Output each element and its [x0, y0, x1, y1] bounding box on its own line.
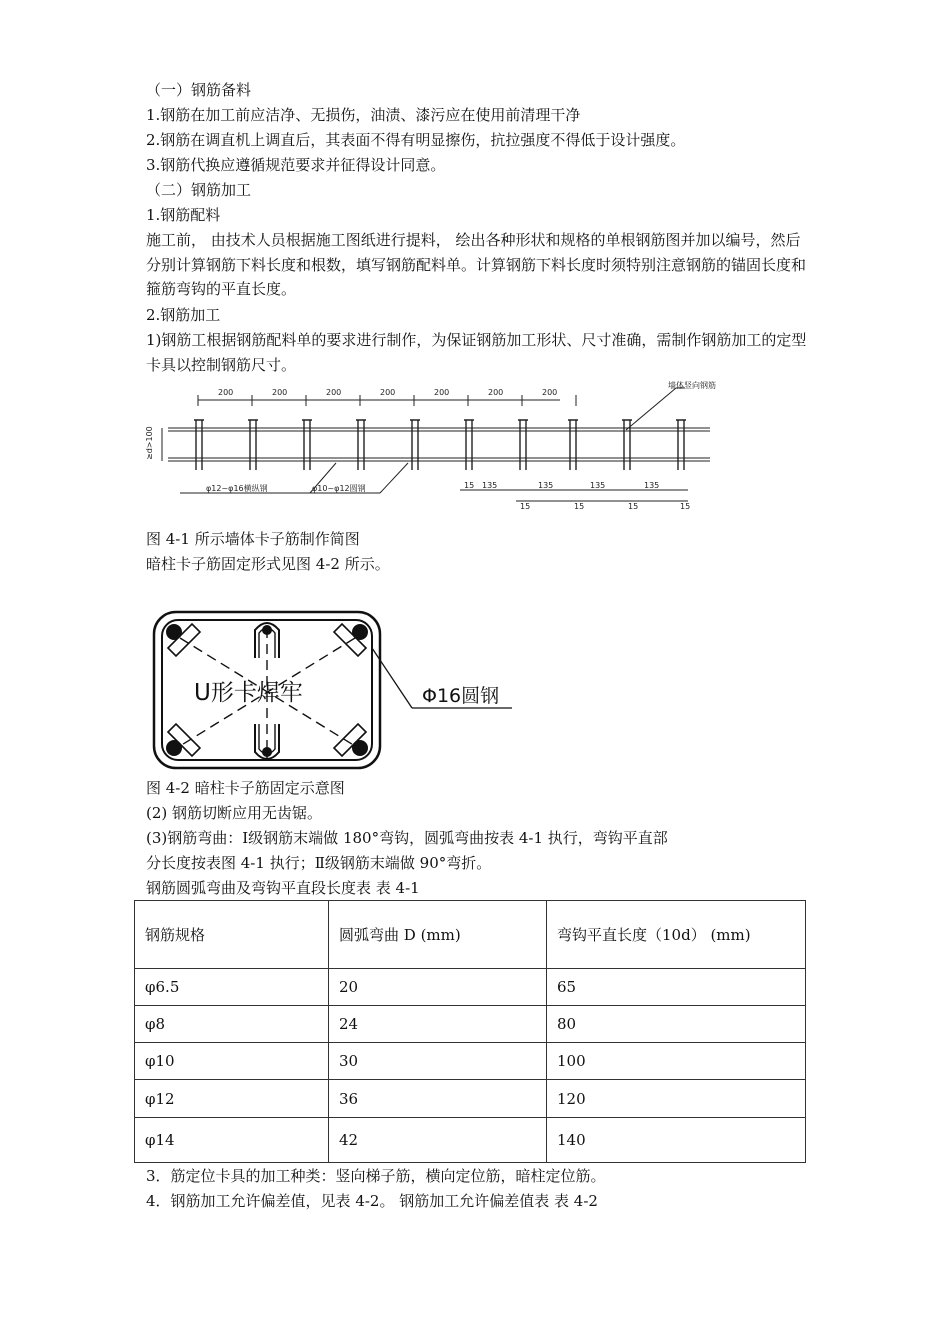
fig1-dim-top-4: 200 — [380, 388, 396, 397]
section-1-item-1: 1.钢筋在加工前应洁净、无损伤，油渍、漆污应在使用前清理干净 — [146, 106, 581, 124]
fig2-label-round-bar: Φ16圆钢 — [422, 685, 500, 707]
table-header-cell: 圆弧弯曲 D (mm) — [329, 901, 547, 969]
table-cell: 36 — [329, 1080, 547, 1118]
fig1-dim-low-4: 15 — [680, 502, 691, 511]
sub-1-paragraph: 施工前， 由技术人员根据施工图纸进行提料， 绘出各种形状和规格的单根钢筋图并加以编号，然后分别计算钢筋下料长度和根数，填写钢筋配料单。计算钢筋下料长度时须特别注意钢筋的锚固长度和箍筋弯钩的平直长度。 — [146, 231, 807, 298]
table-cell: 120 — [547, 1080, 806, 1118]
sub-2-title: 2.钢筋加工 — [146, 306, 221, 324]
table-cell: 30 — [329, 1043, 547, 1080]
table-cell: 100 — [547, 1043, 806, 1080]
table-header-row — [135, 901, 806, 969]
figure-4-2-caption: 图 4-2 暗柱卡子筋固定示意图 — [146, 779, 345, 797]
table-cell: 65 — [547, 969, 806, 1006]
text-positioning-tools: 3．筋定位卡具的加工种类：竖向梯子筋，横向定位筋，暗柱定位筋。 — [146, 1167, 606, 1185]
fig1-dim-top-7: 200 — [542, 388, 558, 397]
fig2-label-u-clip: U形卡焊牢 — [194, 680, 303, 706]
section-2-heading: （二）钢筋加工 — [146, 181, 252, 199]
sub-2-paragraph: 1)钢筋工根据钢筋配料单的要求进行制作，为保证钢筋加工形状、尺寸准确，需制作钢筋加工的定型卡具以控制钢筋尺寸。 — [146, 331, 807, 374]
figure-4-1-caption: 图 4-1 所示墙体卡子筋制作简图 — [146, 530, 360, 548]
figure-4-1-drawing — [140, 378, 720, 513]
fig1-dim-low-2: 15 — [574, 502, 585, 511]
fig1-dim-bottom-1: 15 — [464, 481, 475, 490]
fig1-dim-bottom-2: 135 — [482, 481, 498, 490]
table-cell: φ10 — [135, 1043, 329, 1080]
section-1-item-3: 3.钢筋代换应遵循规范要求并征得设计同意。 — [146, 156, 446, 174]
text-tolerance: 4．钢筋加工允许偏差值，见表 4-2。 钢筋加工允许偏差值表 表 4-2 — [146, 1192, 598, 1210]
table-row — [135, 969, 806, 1006]
text-cutting: (2) 钢筋切断应用无齿锯。 — [146, 804, 323, 822]
fig1-label-bottom-1: φ12~φ16横纵钢 — [206, 484, 268, 493]
fig1-dim-low-3: 15 — [628, 502, 639, 511]
table-cell: 20 — [329, 969, 547, 1006]
fig1-dim-bottom-5: 135 — [644, 481, 660, 490]
table-4-1 — [134, 900, 806, 1163]
table-cell: φ12 — [135, 1080, 329, 1118]
fig1-label-left: ≥d>100 — [145, 426, 154, 460]
fig1-dim-bottom-3: 135 — [538, 481, 554, 490]
fig1-dim-top-6: 200 — [488, 388, 504, 397]
fig1-dim-top-2: 200 — [272, 388, 288, 397]
table-row — [135, 1006, 806, 1043]
figure-4-2-reference: 暗柱卡子筋固定形式见图 4-2 所示。 — [146, 555, 390, 573]
text-bending-1: (3)钢筋弯曲：Ⅰ级钢筋末端做 180°弯钩，圆弧弯曲按表 4-1 执行，弯钩平直部 — [146, 829, 668, 847]
table-cell: φ6.5 — [135, 969, 329, 1006]
table-cell: 80 — [547, 1006, 806, 1043]
sub-1-title: 1.钢筋配料 — [146, 206, 221, 224]
fig1-dim-top-5: 200 — [434, 388, 450, 397]
table-header-cell: 弯钩平直长度（10d） (mm) — [547, 901, 806, 969]
text-bending-2: 分长度按表图 4-1 执行；Ⅱ级钢筋末端做 90°弯折。 — [146, 854, 492, 872]
table-cell: φ14 — [135, 1118, 329, 1163]
table-row — [135, 1043, 806, 1080]
table-header-cell: 钢筋规格 — [135, 901, 329, 969]
table-cell: 42 — [329, 1118, 547, 1163]
fig1-label-vertical-bar: 墙体竖向钢筋 — [668, 381, 716, 390]
table-row — [135, 1118, 806, 1163]
table-4-1-caption: 钢筋圆弧弯曲及弯钩平直段长度表 表 4-1 — [146, 879, 420, 897]
figure-4-2-drawing — [150, 608, 520, 778]
section-1-item-2: 2.钢筋在调直机上调直后，其表面不得有明显擦伤，抗拉强度不得低于设计强度。 — [146, 131, 686, 149]
fig1-dim-top-1: 200 — [218, 388, 234, 397]
table-cell: φ8 — [135, 1006, 329, 1043]
table-row — [135, 1080, 806, 1118]
table-cell: 24 — [329, 1006, 547, 1043]
fig1-dim-low-1: 15 — [520, 502, 531, 511]
section-1-heading: （一）钢筋备料 — [146, 81, 252, 99]
fig1-dim-bottom-4: 135 — [590, 481, 606, 490]
table-cell: 140 — [547, 1118, 806, 1163]
fig1-label-bottom-2: φ10~φ12圆钢 — [312, 484, 366, 493]
fig1-dim-top-3: 200 — [326, 388, 342, 397]
